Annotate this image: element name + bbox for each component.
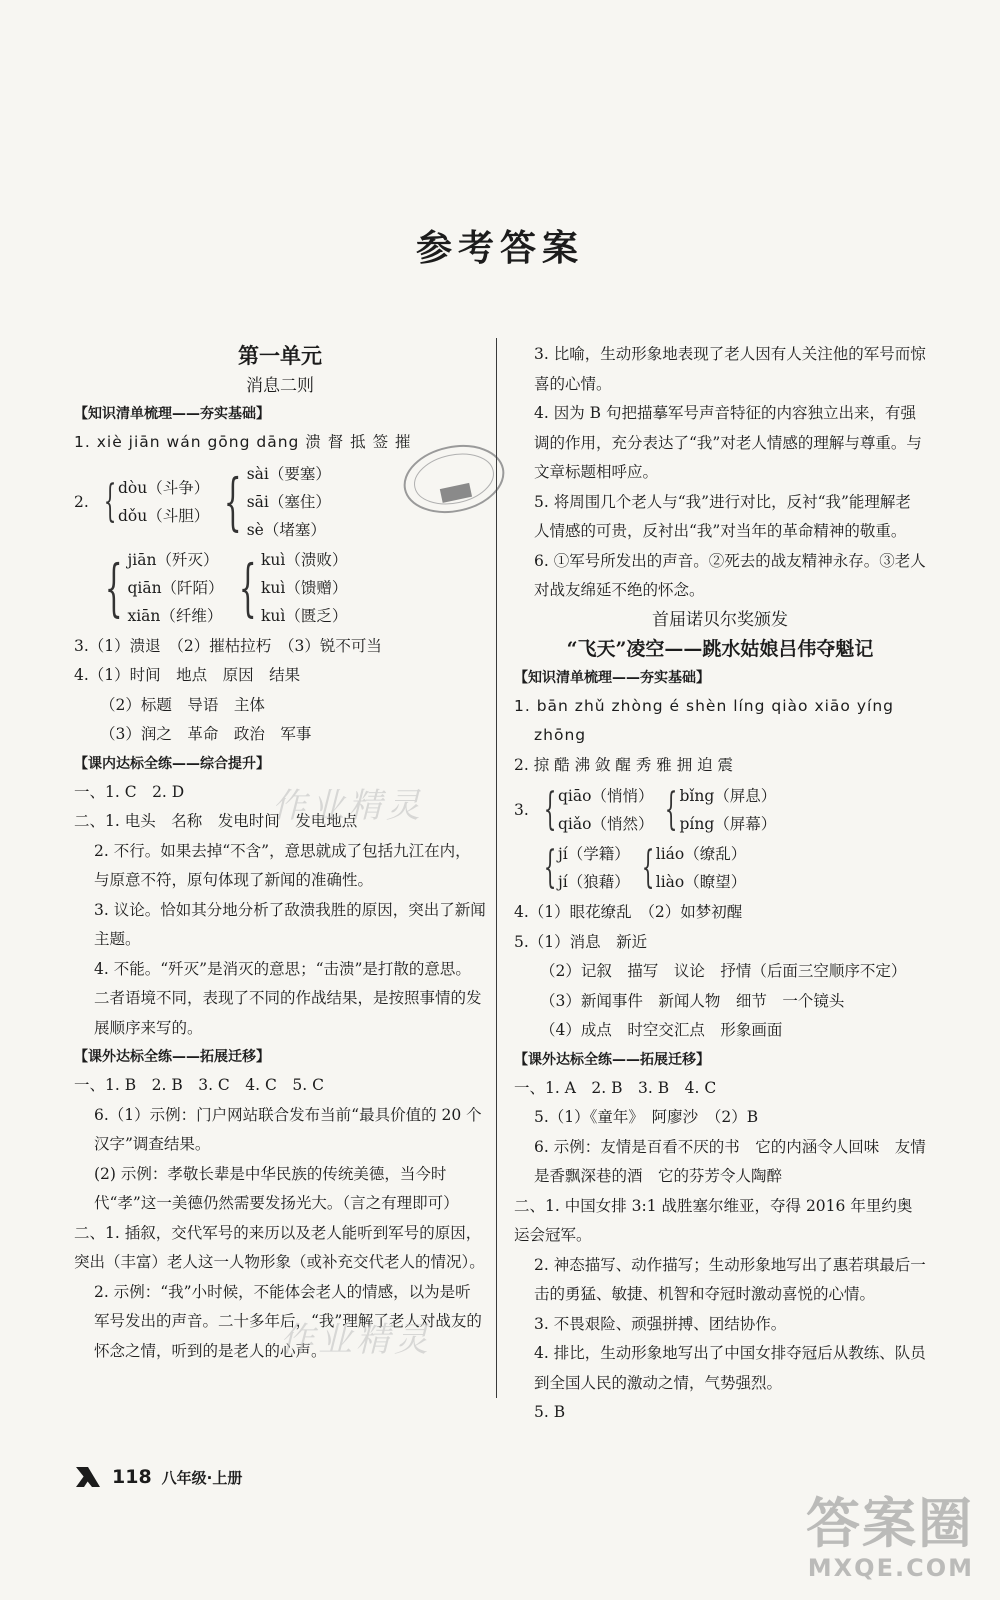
answer-line: 一、1. B 2. B 3. C 4. C 5. C [74,1076,324,1094]
answer-line: 一、1. A 2. B 3. B 4. C [514,1078,717,1097]
answer-line: 2. 掠 酷 沸 敛 醒 秀 雅 拥 迫 震 [514,755,734,774]
answer-line: （2）记叙 描写 议论 抒情（后面三空顺序不定） [540,962,907,980]
answer-line: 5.（1）消息 新近 [514,932,648,951]
left-column [74,340,486,1366]
section-heading: 【知识清单梳理——夯实基础】 [514,669,710,686]
section-heading: 【课内达标全练——综合提升】 [74,755,270,772]
pinyin-entry: jí（狼藉） [558,873,630,891]
answer-paragraph: 2. 不行。如果去掉“不含”，意思就成了包括九江在内，与原意不符，原句体现了新闻的准确性。 [94,841,471,889]
pinyin-entry: sài（要塞） [246,464,331,483]
pinyin-entry: kuì（馈赠） [261,578,348,597]
brace-icon: { [641,842,655,893]
answer-paragraph: 二、1. 插叙，交代军号的来历以及老人能听到军号的原因，突出（丰富）老人这一人物形象（或补充交代老人的情况）。 [74,1223,485,1271]
pinyin-entry: bǐng（屏息） [679,787,777,805]
pinyin-entry: sè（堵塞） [246,520,326,539]
answer-line: 4.（1）时间 地点 原因 结果 [74,666,301,684]
section-heading: 【知识清单梳理——夯实基础】 [74,406,270,422]
answer-line: 二、1. 电头 名称 发电时间 发电地点 [74,812,358,830]
pinyin-entry: qiāo（悄悄） [558,787,654,805]
answer-line: 一、1. C 2. D [74,782,185,801]
polyphone-group [542,840,926,896]
answer-line: （4）成点 时空交汇点 形象画面 [540,1021,783,1039]
site-watermark-url: MXQE.COM [807,1554,974,1582]
brace-group [542,840,630,896]
brace-icon: { [104,550,123,624]
brace-icon: { [224,464,242,538]
column-divider [496,338,497,1398]
page-title: 参考答案 [415,227,584,269]
brace-icon: { [543,784,557,835]
answer-paragraph: 二、1. 中国女排 3:1 战胜塞尔维亚，夺得 2016 年里约奥运会冠军。 [514,1196,913,1244]
pinyin-entry: jí（学籍） [558,845,630,863]
answer-line: （2）标题 导语 主体 [100,695,265,714]
watermark: 作业精灵 [272,786,424,826]
pinyin-entry: dòu（斗争） [118,478,210,497]
grade-label: 八年级·上册 [161,1468,243,1487]
answer-paragraph: 6. 示例：友情是百看不厌的书 它的内涵令人回味 友情是香飘深巷的酒 它的芬芳令人陶醉 [534,1137,926,1185]
item-number: 2. [74,492,89,511]
item-number: 3. [514,801,529,819]
answer-paragraph: 2. 示例：“我”小时候，不能体会老人的情感，以为是听军号发出的声音。二十多年后，“我”理解了老人对战友的怀念之情，听到的是老人的心声。 [94,1282,482,1360]
pinyin-entry: sāi（塞住） [246,492,331,511]
polyphone-group [74,460,486,544]
brace-group [542,782,653,838]
pinyin-entry: qiān（阡陌） [127,578,224,597]
pinyin-entry: kuì（匮乏） [261,606,348,625]
pinyin-entry: liáo（缭乱） [655,845,747,863]
answer-line: （3）新闻事件 新闻人物 细节 一个镜头 [540,991,845,1010]
pinyin-entry: dǒu（斗胆） [118,506,210,525]
answer-line: 5.（1）《童年》 阿廖沙 （2）B [534,1108,759,1126]
brace-group [102,474,209,530]
lesson-title: “飞天”凌空——跳水姑娘吕伟夺魁记 [566,637,874,660]
pinyin-entry: xiān（纤维） [127,606,223,625]
unit-title: 第一单元 [238,343,322,368]
answer-line: 3.（1）溃退 （2）摧枯拉朽 （3）锐不可当 [74,636,382,655]
answer-line: （3）润之 革命 政治 军事 [100,725,312,743]
brace-icon: { [543,842,557,893]
polyphone-group [100,546,486,630]
answer-line: zhōng [534,726,587,744]
answer-line: 1. xiè jiān wán gōng dāng 溃 督 抵 签 摧 [74,433,412,451]
section-heading: 【课外达标全练——拓展迁移】 [514,1051,710,1068]
pinyin-entry: jiān（歼灭） [127,550,219,569]
pinyin-entry: qiǎo（悄然） [558,815,654,833]
brace-group [640,840,747,896]
section-heading: 【课外达标全练——拓展迁移】 [74,1049,270,1065]
answer-paragraph: 6. ①军号所发出的声音。②死去的战友精神永存。③老人对战友绵延不绝的怀念。 [534,551,926,599]
answer-paragraph: 4. 不能。“歼灭”是消灭的意思；“击溃”是打散的意思。二者语境不同，表现了不同的作战结果，是按照事情的发展顺序来写的。 [94,959,482,1037]
pinyin-entry: kuì（溃败） [261,550,348,569]
answer-paragraph: 3. 议论。恰如其分地分析了敌溃我胜的原因，突出了新闻主题。 [94,900,486,948]
polyphone-group [514,782,926,838]
answer-paragraph: 5. 将周围几个老人与“我”进行对比，反衬“我”能理解老人情感的可贵，反衬出“我”对当年的革命精神的敬重。 [534,492,911,540]
lesson-title: 首届诺贝尔奖颁发 [652,609,788,630]
brace-icon: { [238,550,257,624]
brace-icon: { [103,475,117,527]
page-number: 118 [112,1466,152,1488]
brace-group [219,460,331,544]
answer-paragraph: 3. 不畏艰险、顽强拼搏、团结协作。 [534,1314,787,1333]
answer-paragraph: 3. 比喻，生动形象地表现了老人因有人关注他的军号而惊喜的心情。 [534,345,926,393]
answer-line: 4.（1）眼花缭乱 （2）如梦初醒 [514,903,743,921]
pinyin-entry: píng（屏幕） [679,815,777,833]
brace-group [234,546,348,630]
brace-group [663,782,776,838]
answer-paragraph: 4. 因为 B 句把描摹军号声音特征的内容独立出来，有强调的作用，充分表达了“我”对老人情感的理解与尊重。与文章标题相呼应。 [534,404,922,481]
watermark: 作业精灵 [280,1320,432,1360]
answer-paragraph: 4. 排比，生动形象地写出了中国女排夺冠后从教练、队员到全国人民的激动之情，气势强烈。 [534,1344,926,1392]
answer-line: 1. bān zhǔ zhòng é shèn líng qiào xiāo yíng [514,696,894,715]
publisher-logo-icon [74,1464,102,1490]
right-column [514,340,926,1428]
answer-paragraph: 6.（1）示例：门户网站联合发布当前“最具价值的 20 个汉字”调查结果。 [94,1105,482,1153]
site-watermark-title: 答案圈 [806,1492,974,1555]
answer-paragraph: (2) 示例：孝敬长辈是中华民族的传统美德，当今时代“孝”这一美德仍然需要发扬光大。（言之有理即可） [94,1164,459,1212]
site-watermark [806,1494,974,1582]
brace-group [100,546,224,630]
answer-paragraph: 2. 神态描写、动作描写；生动形象地写出了惠若琪最后一击的勇猛、敏捷、机智和夺冠时激动喜悦的心情。 [534,1255,926,1303]
brace-icon: { [665,784,678,835]
page-footer [74,1464,242,1490]
pinyin-entry: liào（瞭望） [655,873,747,891]
answer-line: 5. B [534,1403,566,1421]
lesson-title: 消息二则 [246,376,314,396]
